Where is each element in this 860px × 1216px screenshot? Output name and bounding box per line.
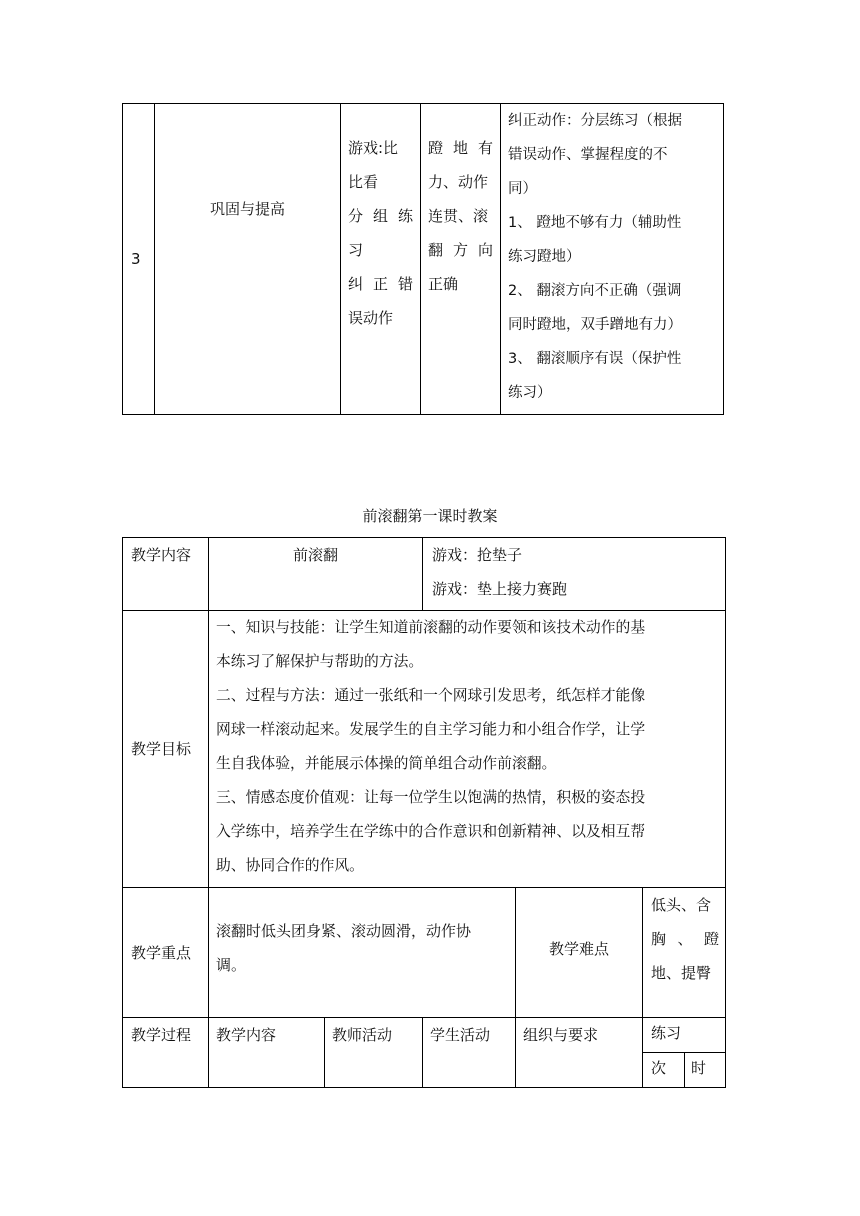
- content-value: 前滚翻: [293, 546, 339, 564]
- text-line: 本练习了解保护与帮助的方法。: [216, 653, 424, 670]
- text-line: 纠正动作：分层练习（根据: [508, 113, 682, 129]
- content-label: 教学内容: [131, 546, 192, 564]
- column-header-label: 练习: [651, 1024, 682, 1042]
- difficulty-cell: [643, 888, 726, 1018]
- key-points-label-cell: [123, 888, 209, 1018]
- continuation-table: [122, 103, 724, 415]
- text-line: 一、知识与技能：让学生知道前滚翻的动作要领和该技术动作的基: [216, 619, 646, 636]
- table-row: [123, 1018, 726, 1053]
- objectives-cell: [209, 611, 726, 888]
- content-label-cell: [123, 538, 209, 611]
- text-line: 2、 翻滚方向不正确（强调: [508, 283, 682, 299]
- student-activity-cell: [421, 104, 501, 415]
- text-line: 同时蹬地，双手蹭地有力）: [508, 317, 682, 333]
- text-line: 滚翻时低头团身紧、滚动圆滑，动作协: [216, 922, 472, 940]
- text-line: 力、动作: [428, 173, 489, 191]
- key-points-label: 教学重点: [131, 943, 192, 962]
- practice-count-label: 次: [651, 1059, 667, 1077]
- list-item: 游戏：垫上接力赛跑: [432, 580, 568, 598]
- text-line: 正确: [428, 275, 459, 293]
- key-points-text: [209, 888, 515, 986]
- column-header: [325, 1018, 423, 1088]
- table-row: [123, 611, 726, 888]
- teacher-activity: [341, 104, 420, 339]
- organization-cell: [501, 104, 724, 415]
- row-index-cell: [123, 104, 155, 415]
- column-header: [643, 1018, 726, 1053]
- text-line: 生自我体验，并能展示体操的简单组合动作前滚翻。: [216, 755, 557, 772]
- column-header-label: 学生活动: [430, 1026, 491, 1044]
- organization-notes: [501, 104, 723, 414]
- table-row: [123, 104, 724, 415]
- practice-count-cell: [643, 1053, 685, 1088]
- column-header-label: 教学内容: [216, 1026, 277, 1044]
- content-value-cell: [209, 538, 423, 611]
- text-line: 二、过程与方法：通过一张纸和一个网球引发思考，纸怎样才能像: [216, 687, 646, 704]
- column-header: [209, 1018, 325, 1088]
- text-line: 游戏:比: [348, 139, 399, 157]
- text-line: 胸 、 蹬: [651, 930, 720, 948]
- table-row: [123, 888, 726, 1018]
- text-line: 助、协同合作的作风。: [216, 857, 364, 874]
- text-line: 入学练中，培养学生在学练中的合作意识和创新精神、以及相互帮: [216, 823, 646, 840]
- column-header-label: 组织与要求: [523, 1026, 599, 1044]
- row-index: 3: [131, 250, 141, 268]
- practice-time-cell: [685, 1053, 726, 1088]
- text-line: 比看: [348, 173, 379, 191]
- text-line: 低头、含: [651, 896, 712, 914]
- section-name: 巩固与提高: [209, 200, 285, 218]
- games-list: [423, 538, 725, 610]
- text-line: 纠正错: [348, 275, 413, 293]
- practice-time-label: 时: [691, 1059, 707, 1077]
- column-header: [516, 1018, 643, 1088]
- difficulty-text: [643, 888, 725, 994]
- text-line: 习: [348, 241, 364, 259]
- process-label: 教学过程: [131, 1026, 192, 1044]
- column-header: [423, 1018, 516, 1088]
- games-cell: [423, 538, 726, 611]
- text-line: 地、提臀: [651, 964, 712, 982]
- text-line: 同）: [508, 181, 537, 197]
- text-line: 练习蹬地）: [508, 249, 581, 265]
- text-line: 网球一样滚动起来。发展学生的自主学习能力和小组合作学，让学: [216, 721, 646, 738]
- objectives-label-cell: [123, 611, 209, 888]
- text-line: 三、情感态度价值观：让每一位学生以饱满的热情，积极的姿态投: [216, 789, 646, 806]
- text-line: 调。: [216, 956, 247, 974]
- text-line: 3、 翻滚顺序有误（保护性: [508, 351, 682, 367]
- teacher-activity-cell: [341, 104, 421, 415]
- difficulty-label-cell: [516, 888, 643, 1018]
- list-item: 游戏：抢垫子: [432, 546, 523, 564]
- table-row: [123, 538, 726, 611]
- key-points-cell: [209, 888, 516, 1018]
- objectives-label: 教学目标: [131, 740, 192, 758]
- student-activity: [421, 104, 500, 305]
- process-label-cell: [123, 1018, 209, 1088]
- text-line: 连贯、滚: [428, 207, 489, 225]
- text-line: 翻方向: [428, 241, 493, 259]
- text-line: 1、 蹬地不够有力（辅助性: [508, 215, 682, 231]
- text-line: 练习）: [508, 385, 552, 401]
- difficulty-label: 教学难点: [549, 939, 610, 958]
- objectives-text: [209, 611, 725, 887]
- text-line: 蹬地有: [428, 139, 493, 157]
- text-line: 错误动作、掌握程度的不: [508, 147, 668, 163]
- lesson-plan-table: [122, 537, 726, 1088]
- lesson-title: 前滚翻第一课时教案: [362, 507, 498, 525]
- column-header-label: 教师活动: [332, 1026, 393, 1044]
- text-line: 分组练: [348, 207, 413, 225]
- text-line: 误动作: [348, 309, 394, 327]
- section-cell: [155, 104, 341, 415]
